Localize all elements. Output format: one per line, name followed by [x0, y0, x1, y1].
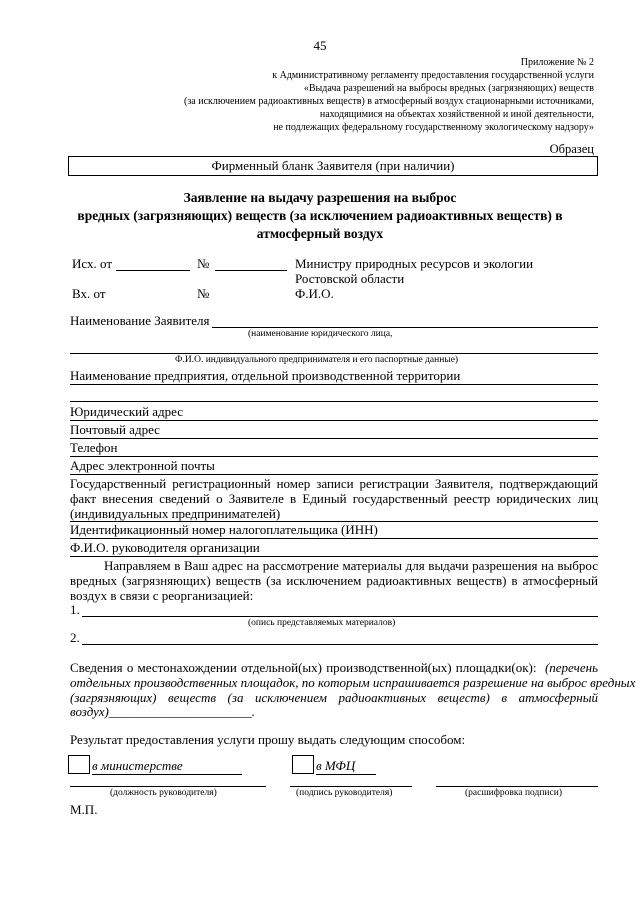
applicant-details-line[interactable] — [70, 353, 598, 354]
phone-label: Телефон — [70, 440, 118, 455]
materials-item-2: 2. — [70, 630, 80, 645]
incoming-number-sign: № — [197, 286, 210, 301]
location-line-2: отдельных производственных площадок, по которым испрашивается разрешение на выброс вредных — [70, 675, 636, 690]
materials-item-2-line[interactable] — [82, 644, 598, 645]
result-method-text: Результат предоставления услуги прошу выдать следующим способом: — [70, 732, 466, 747]
appendix-line-4: (за исключением радиоактивных веществ) в атмосферный воздух стационарными источниками, — [184, 96, 594, 107]
applicant-details-hint: Ф.И.О. индивидуального предпринимателя и его паспортные данные) — [175, 355, 459, 365]
location-line-3: (загрязняющих) веществ (за исключением радиоактивных веществ) в атмосферный — [70, 690, 598, 705]
registration-text-line-3: (индивидуальных предпринимателей) — [70, 506, 281, 521]
registration-text-line-1: Государственный регистрационный номер записи регистрации Заявителя, подтверждающий — [70, 476, 598, 491]
materials-item-1: 1. — [70, 602, 80, 617]
materials-hint: (опись представляемых материалов) — [248, 618, 396, 628]
decoding-hint: (расшифровка подписи) — [465, 788, 562, 798]
applicant-name-label: Наименование Заявителя — [70, 313, 210, 328]
document-title-line-3: атмосферный воздух — [256, 226, 384, 241]
appendix-line-3: «Выдача разрешений на выбросы вредных (загрязняющих) веществ — [303, 83, 594, 94]
mfc-checkbox[interactable] — [292, 755, 314, 774]
position-line[interactable] — [70, 786, 266, 787]
outgoing-number-line[interactable] — [215, 270, 287, 271]
request-line-3: воздух в связи с реорганизацией: — [70, 588, 254, 603]
request-line-1: Направляем в Ваш адрес на рассмотрение материалы для выдачи разрешения на выброс — [104, 558, 598, 573]
materials-item-1-line[interactable] — [82, 616, 598, 617]
outgoing-ref-label: Исх. от — [72, 256, 112, 271]
outgoing-date-line[interactable] — [116, 270, 190, 271]
applicant-name-line[interactable] — [212, 327, 598, 328]
director-line[interactable] — [70, 556, 598, 557]
postal-address-label: Почтовый адрес — [70, 422, 160, 437]
signature-hint: (подпись руководителя) — [296, 788, 393, 798]
enterprise-name-line-1[interactable] — [70, 384, 598, 385]
postal-address-line[interactable] — [70, 438, 598, 439]
director-label: Ф.И.О. руководителя организации — [70, 540, 260, 555]
position-hint: (должность руководителя) — [110, 788, 217, 798]
appendix-line-1: Приложение № 2 — [520, 57, 594, 68]
registration-text-line-2: факт внесения сведений о Заявителе в Единый государственный реестр юридических лиц — [70, 491, 598, 506]
legal-address-label: Юридический адрес — [70, 404, 184, 419]
incoming-ref-label: Вх. от — [72, 286, 106, 301]
document-title-line-1: Заявление на выдачу разрешения на выброс — [183, 190, 457, 205]
ministry-option-label: в министерстве — [92, 758, 242, 775]
addressee-line-2: Ростовской области — [295, 271, 405, 286]
appendix-line-2: к Административному регламенту предоставления государственной услуги — [272, 70, 594, 81]
location-line-4: воздух)______________________. — [70, 704, 256, 719]
email-line[interactable] — [70, 474, 598, 475]
location-line-1: Сведения о местонахождении отдельной(ых) производственной(ых) площадки(ок): (перечень — [70, 660, 598, 675]
letterhead-box: Фирменный бланк Заявителя (при наличии) — [68, 156, 598, 176]
enterprise-name-line-2[interactable] — [70, 401, 598, 402]
legal-address-line[interactable] — [70, 420, 598, 421]
outgoing-number-sign: № — [197, 256, 210, 271]
signature-line[interactable] — [290, 786, 412, 787]
decoding-line[interactable] — [436, 786, 598, 787]
stamp-label: М.П. — [70, 802, 98, 817]
mfc-option-label: в МФЦ — [316, 758, 376, 775]
appendix-line-5: находящимися на объектах хозяйственной и иной деятельности, — [319, 109, 594, 120]
ministry-checkbox[interactable] — [68, 755, 90, 774]
document-title-line-2: вредных (загрязняющих) веществ (за исключением радиоактивных веществ) в — [77, 208, 563, 223]
sample-label: Образец — [549, 142, 594, 156]
request-line-2: вредных (загрязняющих) веществ (за исключением радиоактивных веществ) в атмосферный — [70, 573, 598, 588]
inn-line[interactable] — [70, 538, 598, 539]
enterprise-name-label: Наименование предприятия, отдельной производственной территории — [70, 368, 461, 383]
page-number: 45 — [313, 38, 327, 53]
addressee-line-1: Министру природных ресурсов и экологии — [295, 256, 534, 271]
email-label: Адрес электронной почты — [70, 458, 215, 473]
appendix-line-6: не подлежащих федеральному государственному экологическому надзору» — [273, 122, 594, 133]
addressee-fio: Ф.И.О. — [295, 286, 334, 301]
applicant-name-hint: (наименование юридического лица, — [248, 329, 393, 339]
phone-line[interactable] — [70, 456, 598, 457]
inn-label: Идентификационный номер налогоплательщика (ИНН) — [70, 522, 378, 537]
